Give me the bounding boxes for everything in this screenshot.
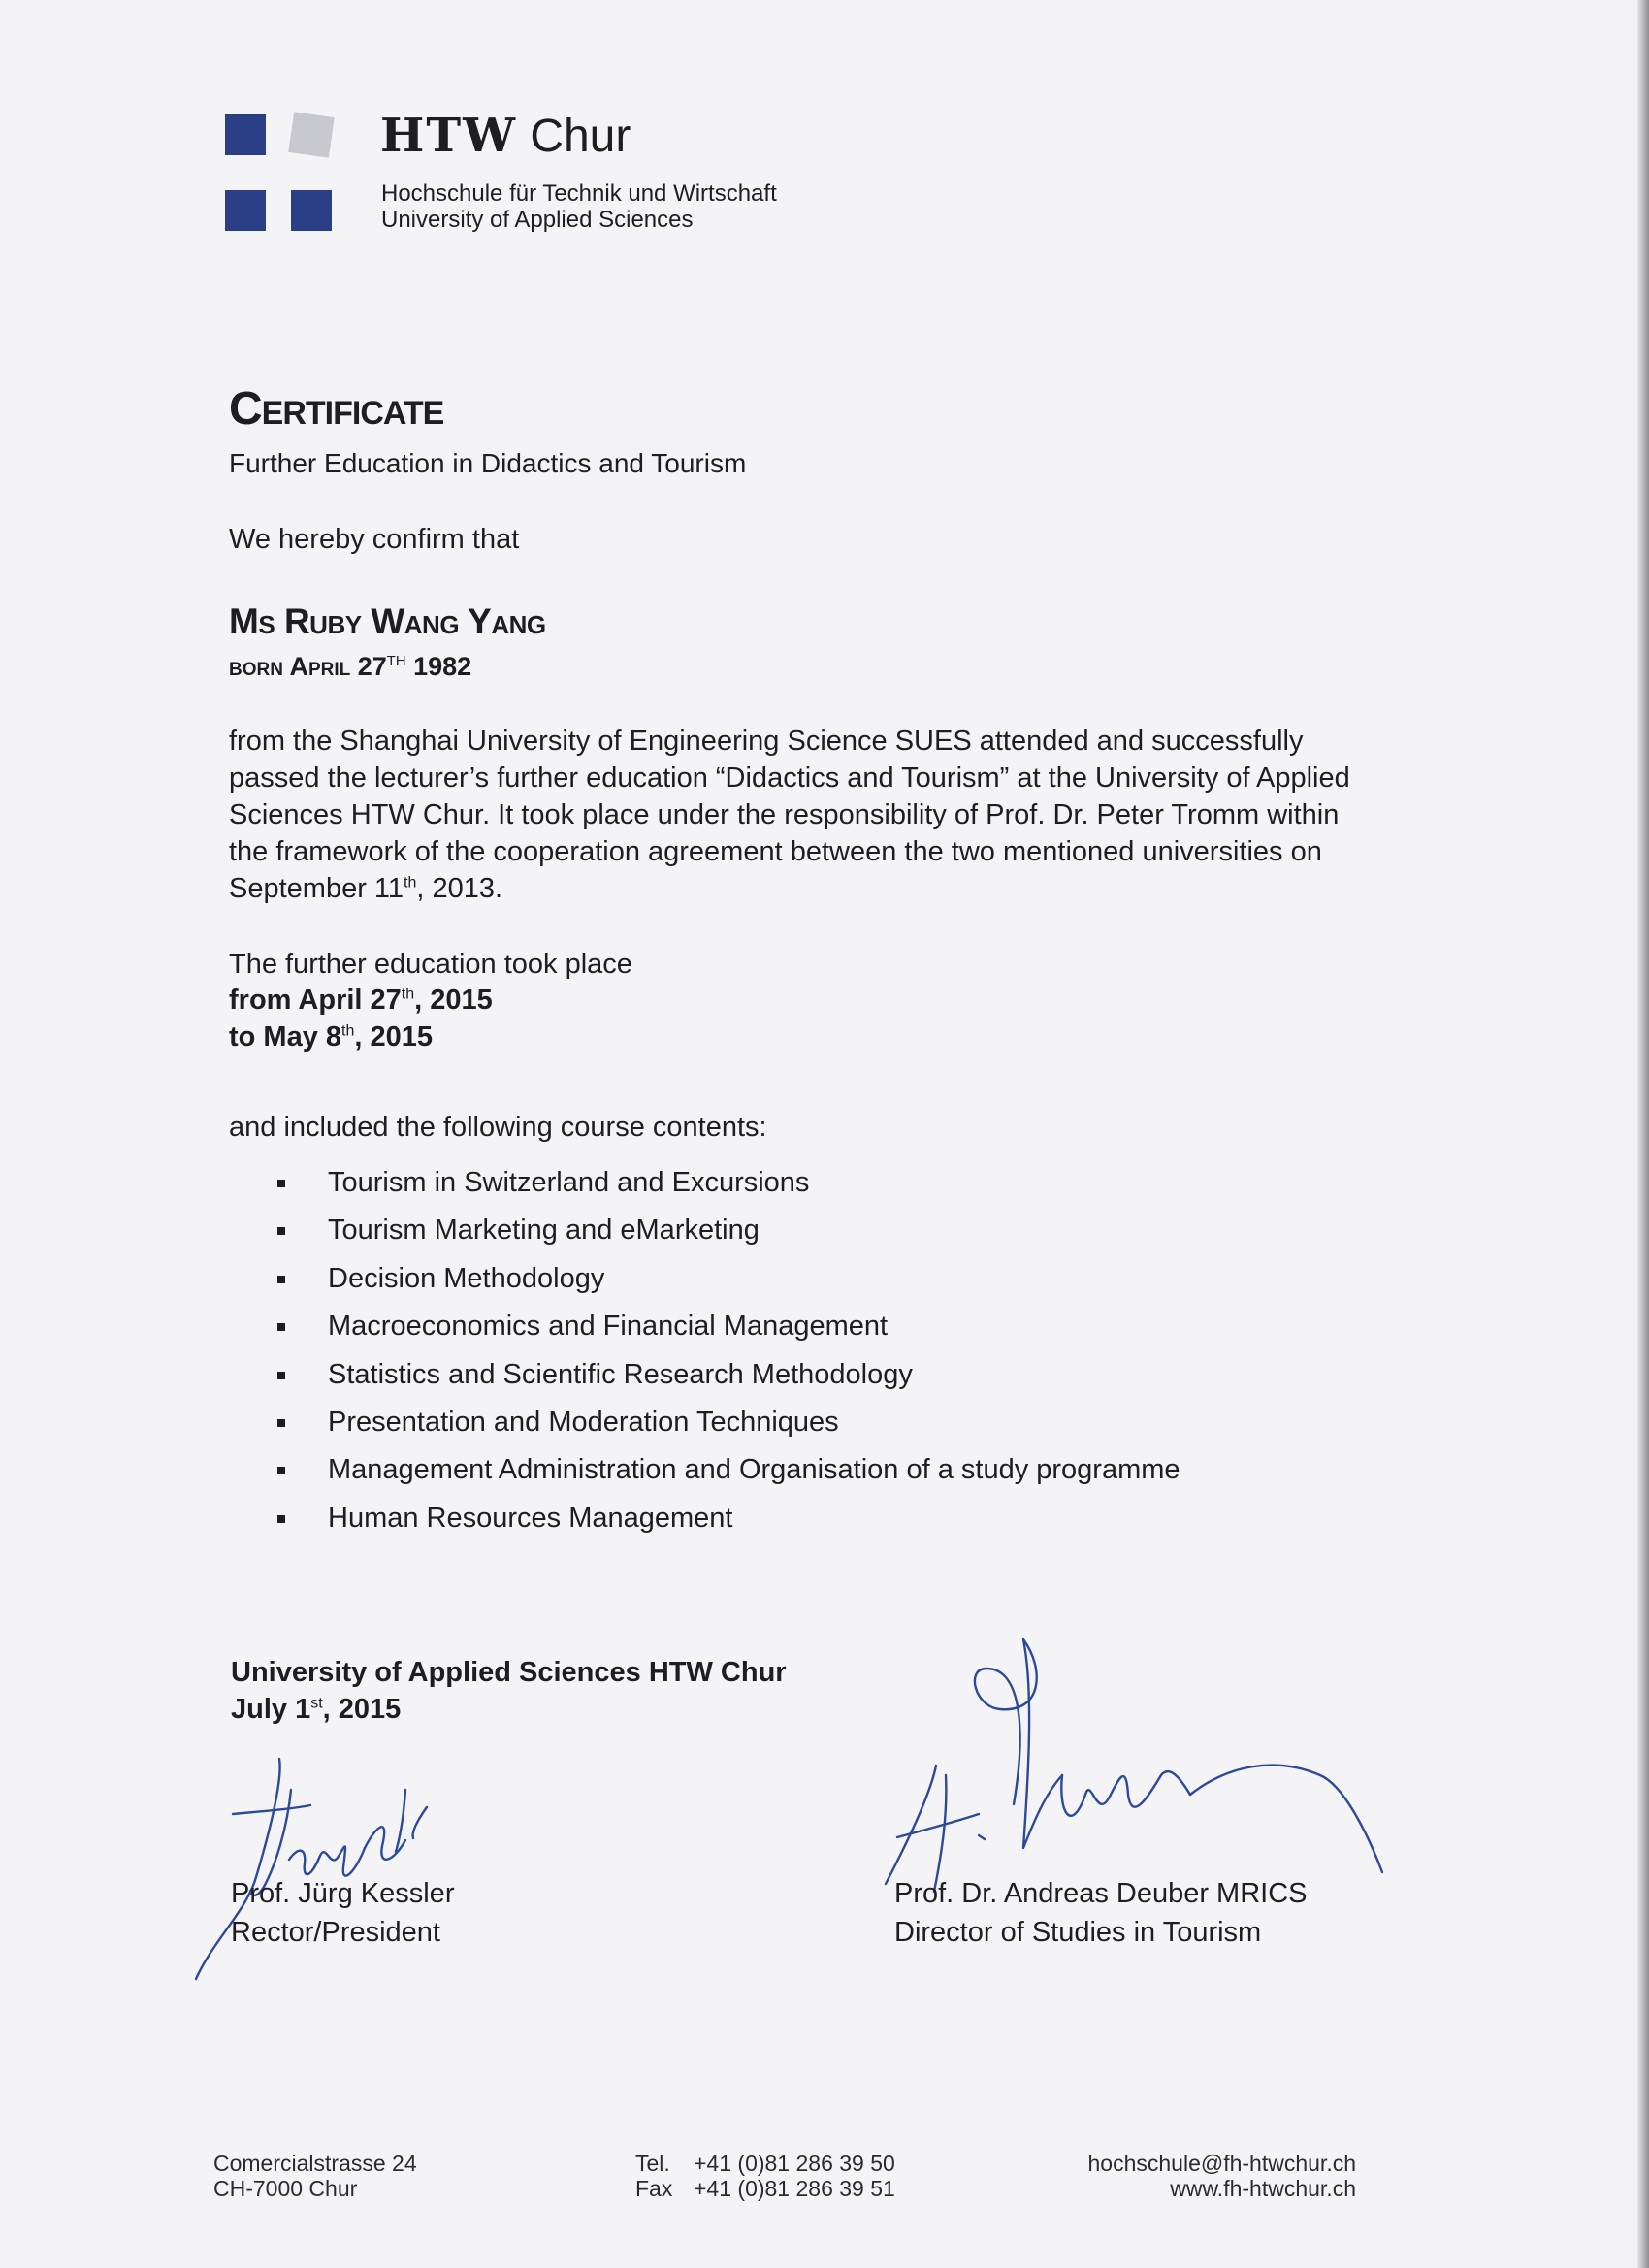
list-item [277,1407,1180,1454]
course-label: Decision Methodology [328,1262,605,1294]
born-year: 1982 [405,652,472,681]
signoff-date-sup: st [310,1695,323,1712]
from-suffix: , 2015 [414,985,493,1016]
course-label: Human Resources Management [328,1502,733,1534]
course-label: Presentation and Moderation Techniques [328,1406,839,1438]
certificate-subtitle: Further Education in Didactics and Tourism [229,448,747,478]
course-label: Macroeconomics and Financial Management [328,1311,889,1343]
logo-square-icon [225,114,266,155]
tel-label: Tel. [635,2151,670,2176]
signer1-role: Rector/President [231,1917,440,1948]
course-label: Management Administration and Organisation of a study programme [328,1454,1180,1486]
bullet-icon [277,1419,285,1427]
logo-square-icon [225,190,266,231]
body-paragraph [229,723,1422,907]
from-date [229,985,493,1017]
signoff-date-suffix: , 2015 [322,1694,402,1725]
signoff-university: University of Applied Sciences HTW Chur [231,1657,787,1688]
paragraph-date-prefix: September 11 [229,873,404,904]
from-prefix: from April 27 [229,985,402,1016]
recipient-name: Ms Ruby Wang Yang [229,601,546,641]
paragraph-date-sup: th [404,874,417,891]
course-label: Tourism Marketing and eMarketing [328,1215,760,1247]
paragraph-date-suffix: , 2013. [416,873,503,904]
signer2-name: Prof. Dr. Andreas Deuber MRICS [894,1878,1308,1909]
footer-fax [635,2176,895,2202]
footer-tel [635,2151,895,2177]
list-item [277,1263,1180,1311]
confirm-text: We hereby confirm that [229,524,520,555]
from-sup: th [401,986,415,1003]
tel-number: +41 (0)81 286 39 50 [694,2151,895,2176]
bullet-icon [277,1180,285,1187]
list-item [277,1503,1180,1550]
to-sup: th [341,1022,355,1040]
paragraph-line [229,870,1422,907]
bullet-icon [277,1276,285,1283]
signer1-name: Prof. Jürg Kessler [231,1878,455,1909]
signature-deuber-icon [878,1630,1397,1921]
certificate-title: Certificate [229,383,444,435]
bullet-icon [277,1227,285,1235]
bullet-icon [277,1372,285,1379]
born-prefix: born April 27 [229,652,387,681]
list-item [277,1311,1180,1358]
footer-email: hochschule@fh-htwchur.ch [1087,2151,1356,2176]
to-date [229,1021,433,1053]
footer-street: Comercialstrasse 24 [213,2151,417,2176]
list-item [277,1359,1180,1407]
born-sup: TH [386,654,406,669]
list-item [277,1167,1180,1215]
birth-date [229,652,471,682]
signer2-role: Director of Studies in Tourism [894,1917,1262,1948]
took-place-text: The further education took place [229,949,632,980]
footer-city: CH-7000 Chur [213,2176,358,2201]
brand-name [380,109,630,163]
to-suffix: , 2015 [354,1021,433,1053]
brand-bold: HTW [380,109,517,163]
list-item [277,1215,1180,1262]
paragraph-line: the framework of the cooperation agreement between the two mentioned universities on [229,836,1322,867]
footer-web: www.fh-htwchur.ch [1170,2176,1356,2201]
page-edge-shadow [1637,0,1649,2268]
brand-subtitle-en: University of Applied Sciences [381,207,694,233]
brand-light: Chur [516,111,631,162]
included-text: and included the following course contents: [229,1112,767,1143]
fax-label: Fax [635,2176,673,2201]
course-label: Statistics and Scientific Research Methodology [328,1358,913,1390]
logo-square-icon [291,190,332,231]
to-prefix: to May 8 [229,1021,342,1053]
signoff-date [231,1694,401,1726]
list-item [277,1454,1180,1502]
bullet-icon [277,1515,285,1523]
course-list [277,1167,1180,1550]
brand-subtitle-de: Hochschule für Technik und Wirtschaft [381,180,777,207]
paragraph-line: Sciences HTW Chur. It took place under the responsibility of Prof. Dr. Peter Tromm within [229,799,1340,830]
signoff-date-prefix: July 1 [231,1694,311,1725]
htw-logo-icon [225,114,341,231]
logo-square-icon [288,112,334,157]
bullet-icon [277,1323,285,1331]
bullet-icon [277,1467,285,1474]
paragraph-line: passed the lecturer’s further education “Didactics and Tourism” at the University of Applied [229,762,1350,794]
paragraph-line: from the Shanghai University of Engineering Science SUES attended and successfully [229,726,1304,757]
course-label: Tourism in Switzerland and Excursions [328,1167,810,1198]
fax-number: +41 (0)81 286 39 51 [694,2176,895,2201]
